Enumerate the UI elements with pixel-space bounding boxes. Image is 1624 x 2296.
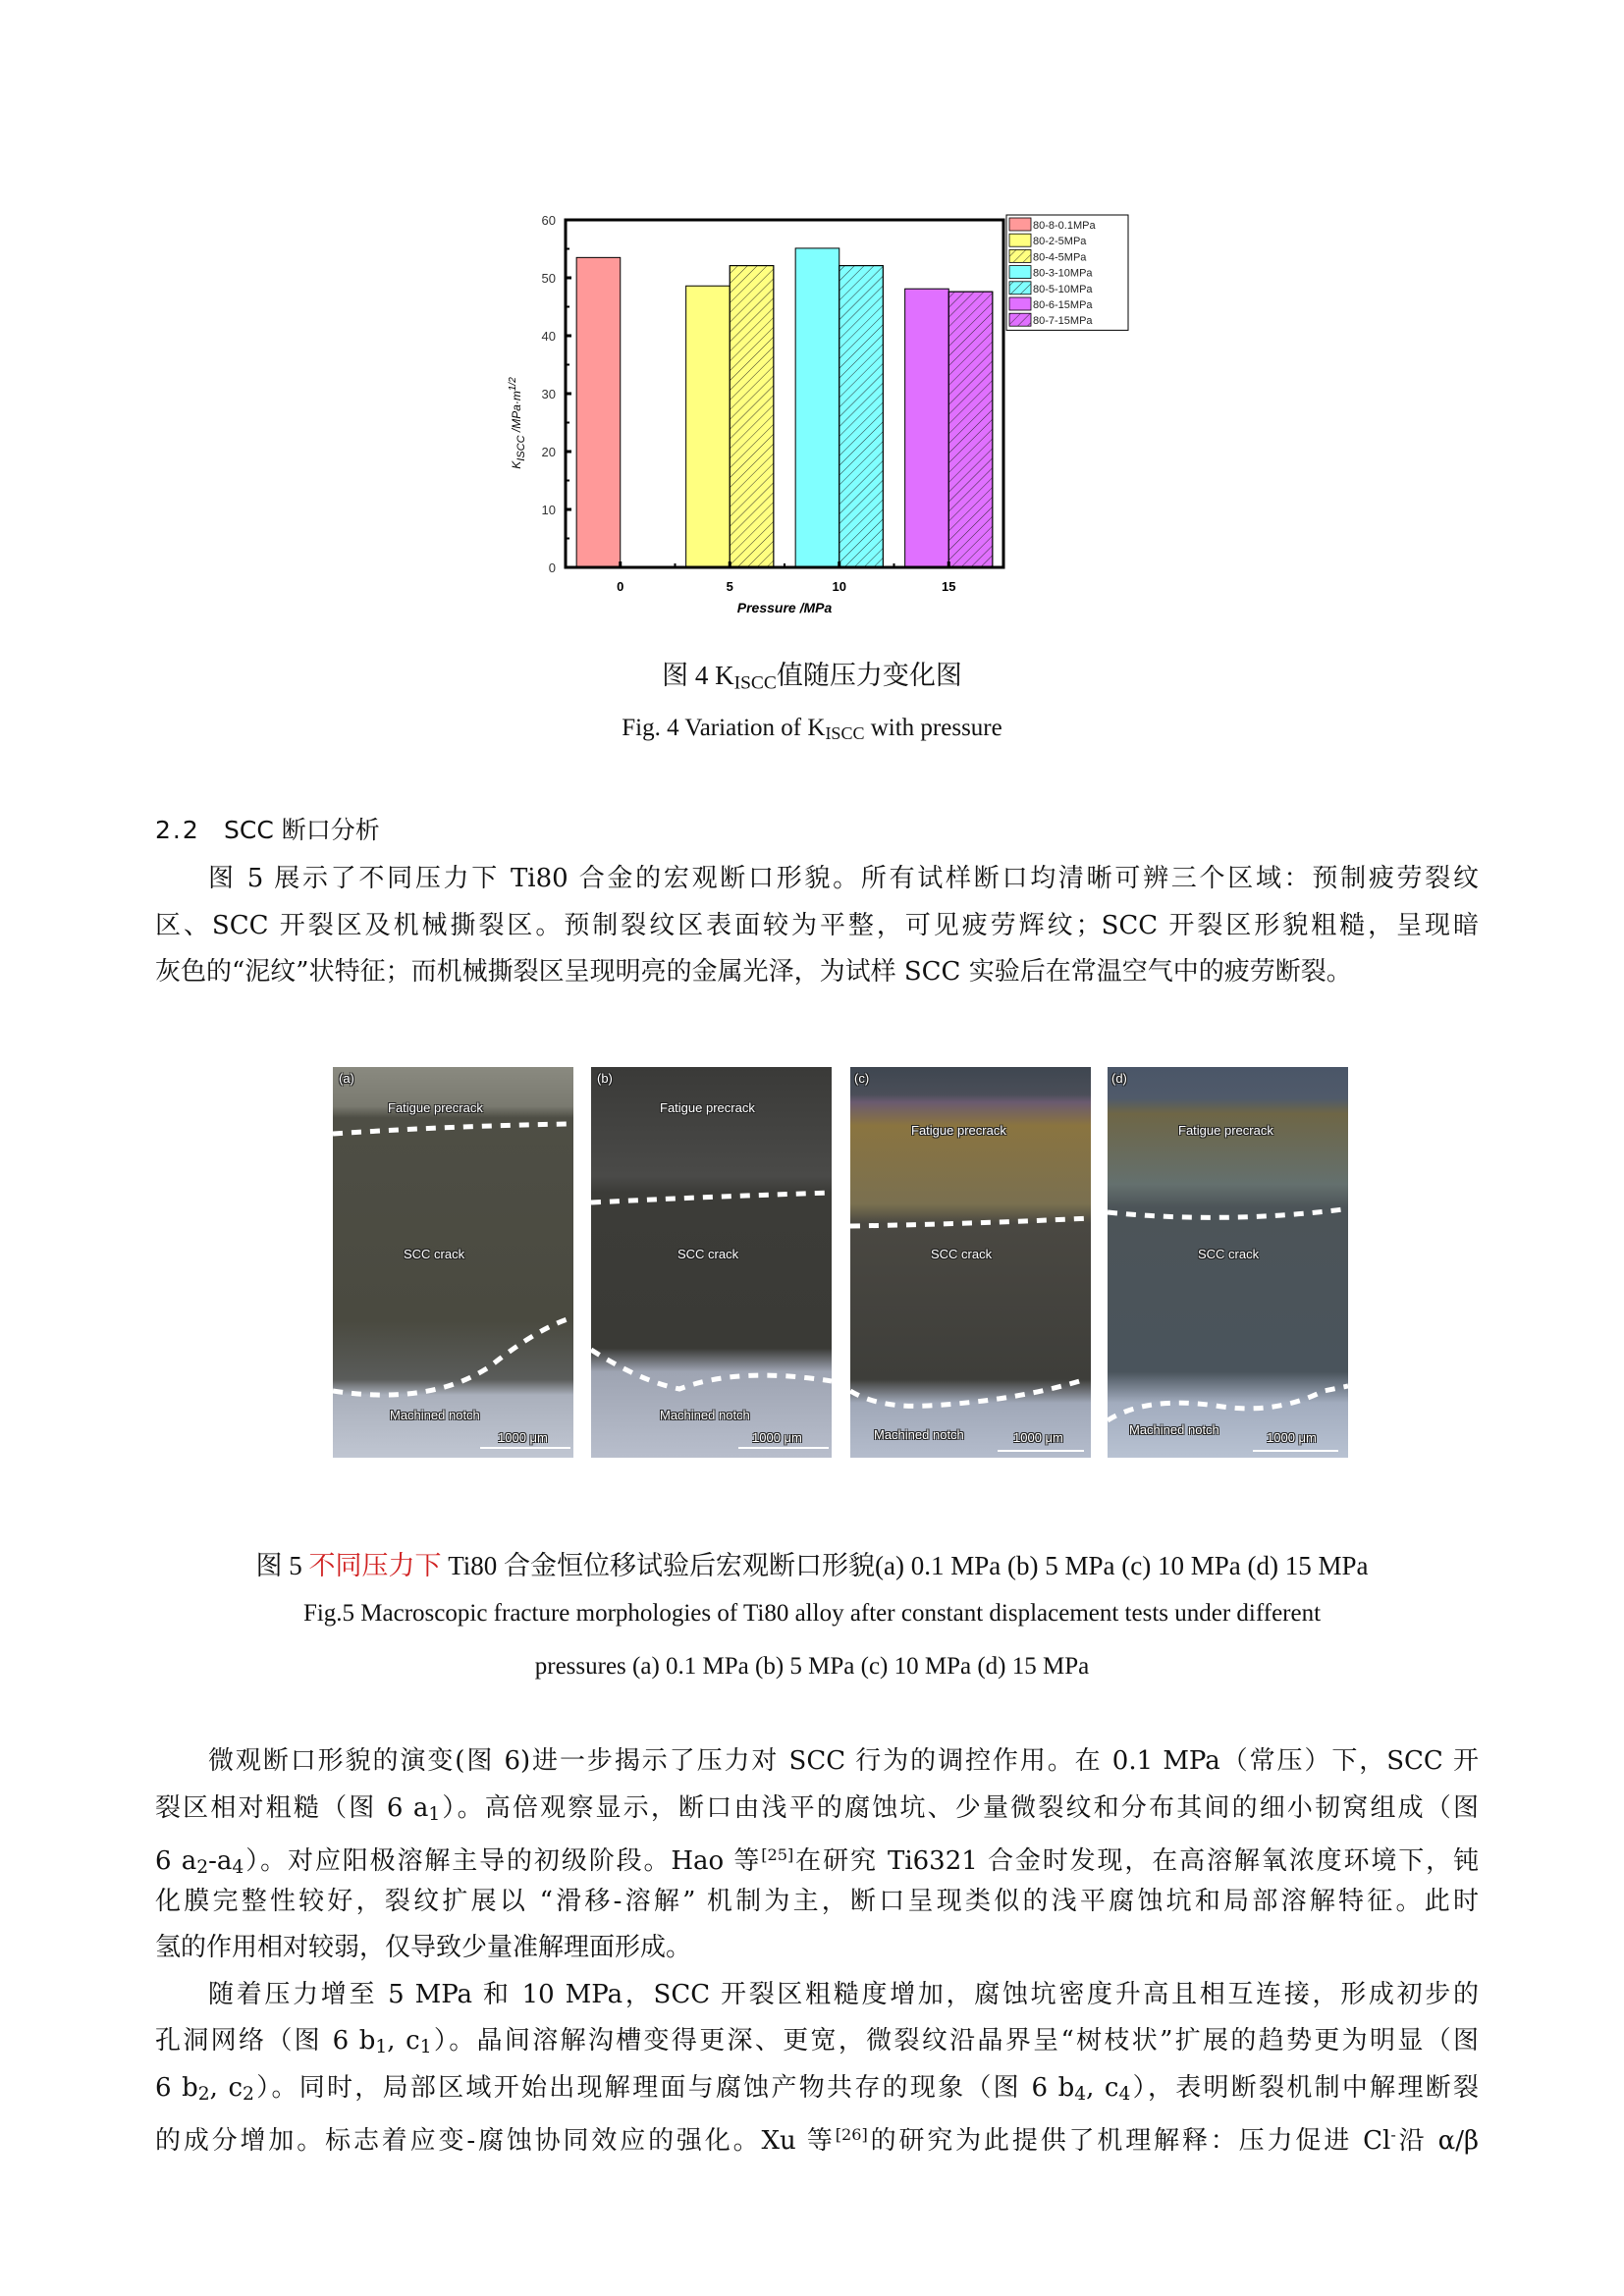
legend-label: 80-4-5MPa <box>1033 251 1087 264</box>
text-run: , c <box>387 2026 420 2056</box>
zone-label-fatigue: Fatigue precrack <box>911 1123 1006 1138</box>
paragraph-1 <box>155 856 1479 996</box>
citation-link[interactable]: [25] <box>761 1845 794 1864</box>
subscript: 1 <box>419 2037 432 2058</box>
panel-label: (b) <box>597 1071 613 1086</box>
section-title: SCC 断口分析 <box>224 816 380 844</box>
legend <box>1006 215 1128 330</box>
legend-swatch-hatch <box>1009 249 1031 262</box>
y-tick-label: 30 <box>541 387 556 401</box>
legend-swatch <box>1009 218 1031 231</box>
subscript: 4 <box>1074 2083 1087 2105</box>
y-tick-label: 20 <box>541 445 556 459</box>
text-run: 在研究 Ti6321 合金时发现，在高溶解氧浓度环境下，钝 <box>793 1845 1479 1876</box>
text-run: 孔洞网络（图 6 b <box>155 2026 376 2056</box>
fracture-image-a <box>333 1067 573 1458</box>
zone-label-scc: SCC crack <box>1198 1247 1260 1261</box>
zone-label-notch: Machined notch <box>874 1427 964 1442</box>
y-tick-label: 50 <box>541 271 556 286</box>
fig4-caption-cn-pre: 图 4 K <box>662 661 734 690</box>
text-run: ）。晶间溶解沟槽变得更深、更宽，微裂纹沿晶界呈“树枝状”扩展的趋势更为明显（图 <box>431 2026 1479 2056</box>
subscript: 1 <box>428 1803 441 1825</box>
y-axis-label <box>508 377 527 469</box>
y-tick-label: 10 <box>541 503 556 517</box>
bar-80-6-15MPa <box>905 289 949 567</box>
paragraph-2-line: 化膜完整性较好，裂纹扩展以 “滑移-溶解” 机制为主，断口呈现类似的浅平腐蚀坑和局部溶解特征。此时 <box>155 1886 1479 1916</box>
fig5-caption-cn-highlight: 不同压力下 <box>308 1551 442 1580</box>
paragraph-2-line: 氢的作用相对较弱，仅导致少量准解理面形成。 <box>155 1933 692 1962</box>
legend-label: 80-5-10MPa <box>1033 283 1093 295</box>
fig5-caption-cn <box>0 1544 1624 1582</box>
scale-bar-label: 1000 μm <box>752 1430 802 1445</box>
text-run: 沿 α/β <box>1395 2125 1479 2156</box>
scale-bar-label: 1000 μm <box>1267 1430 1317 1445</box>
x-tick-label: 15 <box>942 579 956 594</box>
legend-swatch-hatch <box>1009 282 1031 294</box>
legend-swatch <box>1009 234 1031 246</box>
text-run: -a <box>208 1845 233 1876</box>
zone-label-fatigue: Fatigue precrack <box>388 1100 483 1115</box>
legend-label: 80-2-5MPa <box>1033 236 1087 248</box>
fig4-caption-en-sub: ISCC <box>825 722 865 743</box>
fig4-caption-cn-post: 值随压力变化图 <box>776 661 962 690</box>
zone-label-fatigue: Fatigue precrack <box>660 1100 755 1115</box>
paragraph-2-line <box>155 1786 1479 1833</box>
fig4-caption-en-post: with pressure <box>864 715 1002 741</box>
paragraph-1-line: 区、SCC 开裂区及机械撕裂区。预制裂纹区表面较为平整，可见疲劳辉纹；SCC 开裂区形貌粗糙，呈现暗 <box>155 910 1479 940</box>
bar-80-8-0.1MPa <box>576 257 621 567</box>
text-run: 6 a <box>155 1845 197 1876</box>
scale-bar-label: 1000 μm <box>1013 1430 1063 1445</box>
legend-label: 80-7-15MPa <box>1033 315 1093 328</box>
bars-layer <box>576 248 993 567</box>
text-run: ）。同时，局部区域开始出现解理面与腐蚀产物共存的现象（图 6 b <box>253 2072 1075 2103</box>
panel-label: (a) <box>339 1071 354 1086</box>
legend-swatch <box>1009 266 1031 279</box>
fig5-panel-c <box>850 1067 1091 1458</box>
subscript: 1 <box>375 2037 388 2058</box>
zone-label-notch: Machined notch <box>1129 1422 1219 1437</box>
legend-label: 80-8-0.1MPa <box>1033 220 1096 232</box>
zone-label-fatigue: Fatigue precrack <box>1178 1123 1273 1138</box>
fig5-caption-cn-post: Ti80 合金恒位移试验后宏观断口形貌(a) 0.1 MPa (b) 5 MPa (c) 10 MPa (d) 15 MPa <box>441 1551 1369 1580</box>
fig5-panel-a <box>333 1067 573 1458</box>
panel-label: (c) <box>854 1071 870 1086</box>
fig4-caption-en <box>0 715 1624 744</box>
subscript: 4 <box>232 1856 244 1878</box>
panel-label: (d) <box>1111 1071 1127 1086</box>
paragraph-3 <box>155 1972 1479 2159</box>
fig4-caption-en-pre: Fig. 4 Variation of K <box>622 715 826 741</box>
text-run: , c <box>209 2072 244 2103</box>
fig5-caption-cn-pre: 图 5 <box>255 1551 309 1580</box>
section-heading <box>155 811 380 846</box>
kiscc-bar-chart <box>491 201 1159 643</box>
x-tick-label: 10 <box>832 579 846 594</box>
paragraph-3-line <box>155 2065 1479 2112</box>
y-tick-label: 60 <box>541 213 556 228</box>
text-run: ）。对应阳极溶解主导的初级阶段。Hao 等 <box>244 1845 762 1876</box>
paragraph-2-line: 微观断口形貌的演变(图 6)进一步揭示了压力对 SCC 行为的调控作用。在 0.1 MPa（常压）下，SCC 开 <box>208 1746 1479 1776</box>
bar-80-3-10MPa <box>795 248 839 567</box>
paragraph-2 <box>155 1738 1479 1972</box>
zone-label-scc: SCC crack <box>677 1247 739 1261</box>
x-axis-label: Pressure /MPa <box>736 600 833 615</box>
text-run: 6 b <box>155 2072 198 2103</box>
x-tick-label: 5 <box>726 579 733 594</box>
zone-label-scc: SCC crack <box>931 1247 993 1261</box>
scale-bar-label: 1000 μm <box>498 1430 548 1445</box>
text-run: 裂区相对粗糙（图 6 a <box>155 1792 429 1823</box>
text-run: ），表明断裂机制中解理断裂 <box>1130 2072 1479 2103</box>
y-axis-label-sub: ISCC <box>515 435 527 461</box>
paragraph-2-line <box>155 1832 1479 1879</box>
paragraph-1-line: 图 5 展示了不同压力下 Ti80 合金的宏观断口形貌。所有试样断口均清晰可辨三个区域：预制疲劳裂纹 <box>208 864 1479 893</box>
zone-label-notch: Machined notch <box>390 1408 480 1422</box>
citation-link[interactable]: [26] <box>835 2125 868 2144</box>
text-run: 的研究为此提供了机理解释：压力促进 Cl <box>867 2125 1391 2156</box>
bar-80-2-5MPa <box>686 286 731 567</box>
section-number: 2.2 <box>155 816 200 844</box>
fig4-caption-cn-sub: ISCC <box>733 672 777 694</box>
subscript: 2 <box>196 1856 209 1878</box>
legend-swatch <box>1009 297 1031 310</box>
zone-label-notch: Machined notch <box>660 1408 750 1422</box>
subscript: 2 <box>197 2083 210 2105</box>
bar-hatch-80-5-10MPa <box>839 266 884 567</box>
zone-label-scc: SCC crack <box>404 1247 465 1261</box>
legend-label: 80-3-10MPa <box>1033 267 1093 280</box>
bar-hatch-80-7-15MPa <box>948 292 993 567</box>
bar-hatch-80-4-5MPa <box>730 266 774 567</box>
fig5-panel-b <box>591 1067 832 1458</box>
fig5-panel-d <box>1108 1067 1348 1458</box>
text-run: , c <box>1086 2072 1119 2103</box>
fig5-caption-en-line1: Fig.5 Macroscopic fracture morphologies of Ti80 alloy after constant displacement tests under different <box>302 1600 1322 1627</box>
superscript: - <box>1390 2125 1396 2144</box>
fig5-caption-en-line2: pressures (a) 0.1 MPa (b) 5 MPa (c) 10 MPa (d) 15 MPa <box>534 1653 1090 1680</box>
paragraph-3-line: 随着压力增至 5 MPa 和 10 MPa，SCC 开裂区粗糙度增加，腐蚀坑密度升高且相互连接，形成初步的 <box>208 1979 1479 2009</box>
legend-label: 80-6-15MPa <box>1033 299 1093 311</box>
fracture-image-b <box>591 1067 832 1458</box>
y-axis-label-rest: /MPa·m <box>510 391 523 436</box>
paragraph-1-line: 灰色的“泥纹”状特征；而机械撕裂区呈现明亮的金属光泽，为试样 SCC 实验后在常温空气中的疲劳断裂。 <box>155 957 1352 987</box>
y-axis-label-main: K <box>510 460 523 469</box>
x-tick-label: 0 <box>617 579 624 594</box>
paragraph-3-line <box>155 2018 1479 2065</box>
y-axis-label-sup: 1/2 <box>508 377 518 392</box>
fig4-caption-cn <box>0 654 1624 694</box>
subscript: 4 <box>1118 2083 1131 2105</box>
y-tick-label: 0 <box>548 561 556 575</box>
text-run: ）。高倍观察显示，断口由浅平的腐蚀坑、少量微裂纹和分布其间的细小韧窝组成（图 <box>440 1792 1479 1823</box>
subscript: 2 <box>243 2083 254 2105</box>
y-tick-label: 40 <box>541 329 556 344</box>
paragraph-3-line <box>155 2111 1479 2159</box>
legend-swatch-hatch <box>1009 313 1031 326</box>
text-run: 的成分增加。标志着应变-腐蚀协同效应的强化。Xu 等 <box>155 2125 836 2156</box>
